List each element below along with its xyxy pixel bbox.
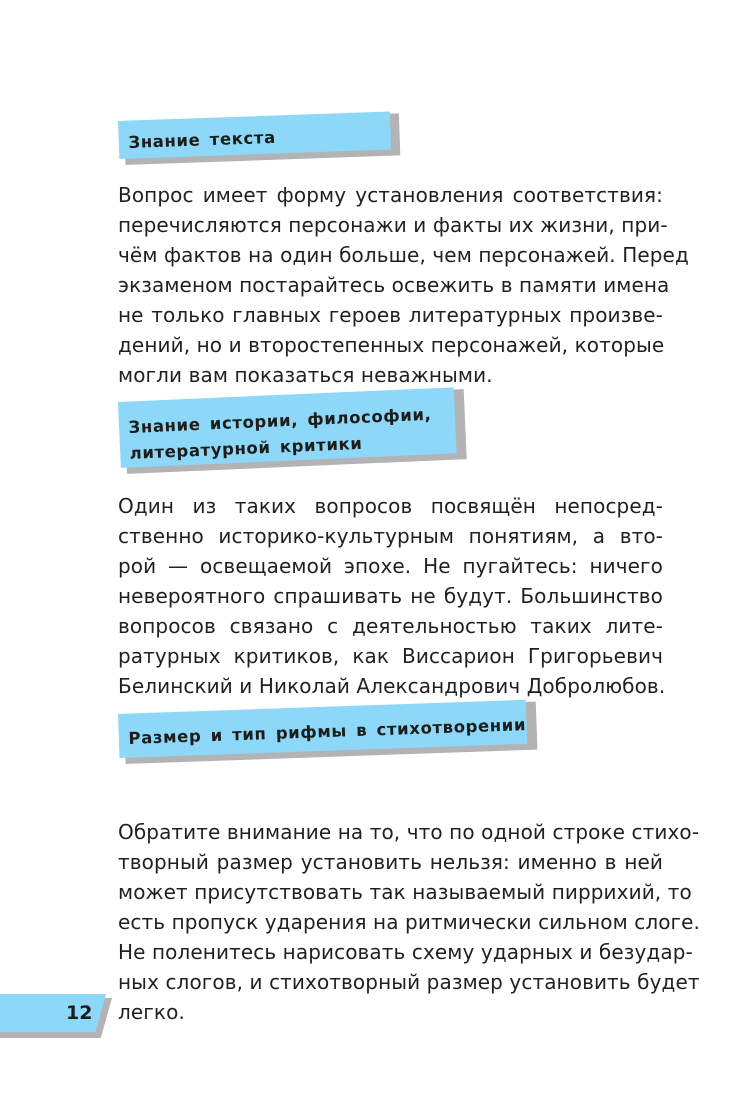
paragraph-line: ратурных критиков, как Виссарион Григорьевич — [118, 644, 663, 668]
paragraph-line: рой — освещаемой эпохе. Не пугайтесь: ничего — [118, 554, 663, 578]
paragraph-line: перечисляются персонажи и факты их жизни, при- — [118, 213, 668, 237]
page-number: 12 — [66, 1002, 93, 1024]
heading-title-line: литературной критики — [129, 433, 363, 463]
paragraph-line: могли вам показаться неважными. — [118, 363, 493, 387]
paragraph-line: ственно историко-культурным понятиям, а вто- — [118, 524, 663, 548]
paragraph-line: невероятного спрашивать не будут. Большинство — [118, 584, 663, 608]
paragraph-line: экзаменом постарайтесь освежить в памяти имена — [118, 273, 670, 297]
paragraph-line: творный размер установить нельзя: именно в ней — [118, 850, 663, 874]
paragraph-line: может присутствовать так называемый пиррихий, то — [118, 880, 692, 904]
paragraph-line: есть пропуск ударения на ритмически сильном слоге. — [118, 910, 701, 934]
paragraph-text-knowledge — [118, 180, 689, 390]
paragraph-line: Обратите внимание на то, что по одной строке стихо- — [118, 820, 700, 844]
paragraph-line: легко. — [118, 1000, 185, 1024]
paragraph-rhyme-meter — [118, 817, 701, 1027]
paragraph-line: чём фактов на один больше, чем персонажей. Перед — [118, 243, 689, 267]
paragraph-line: дений, но и второстепенных персонажей, которые — [118, 333, 665, 357]
paragraph-history-philosophy — [118, 491, 666, 701]
paragraph-line: вопросов связано с деятельностью таких лите- — [118, 614, 663, 638]
heading-title-line: Размер и тип рифмы в стихотворении — [128, 715, 527, 748]
paragraph-line: Один из таких вопросов посвящён непосред- — [118, 494, 663, 518]
paragraph-line: Белинский и Николай Александрович Добролюбов. — [118, 674, 666, 698]
paragraph-line: Вопрос имеет форму установления соответствия: — [118, 183, 663, 207]
paragraph-line: не только главных героев литературных произве- — [118, 303, 663, 327]
paragraph-line: ных слогов, и стихотворный размер установить будет — [118, 970, 700, 994]
heading-title-line: Знание истории, философии, — [128, 404, 432, 437]
paragraph-line: Не поленитесь нарисовать схему ударных и безудар- — [118, 940, 693, 964]
heading-title-line: Знание текста — [128, 127, 277, 152]
heading-title — [128, 125, 276, 156]
